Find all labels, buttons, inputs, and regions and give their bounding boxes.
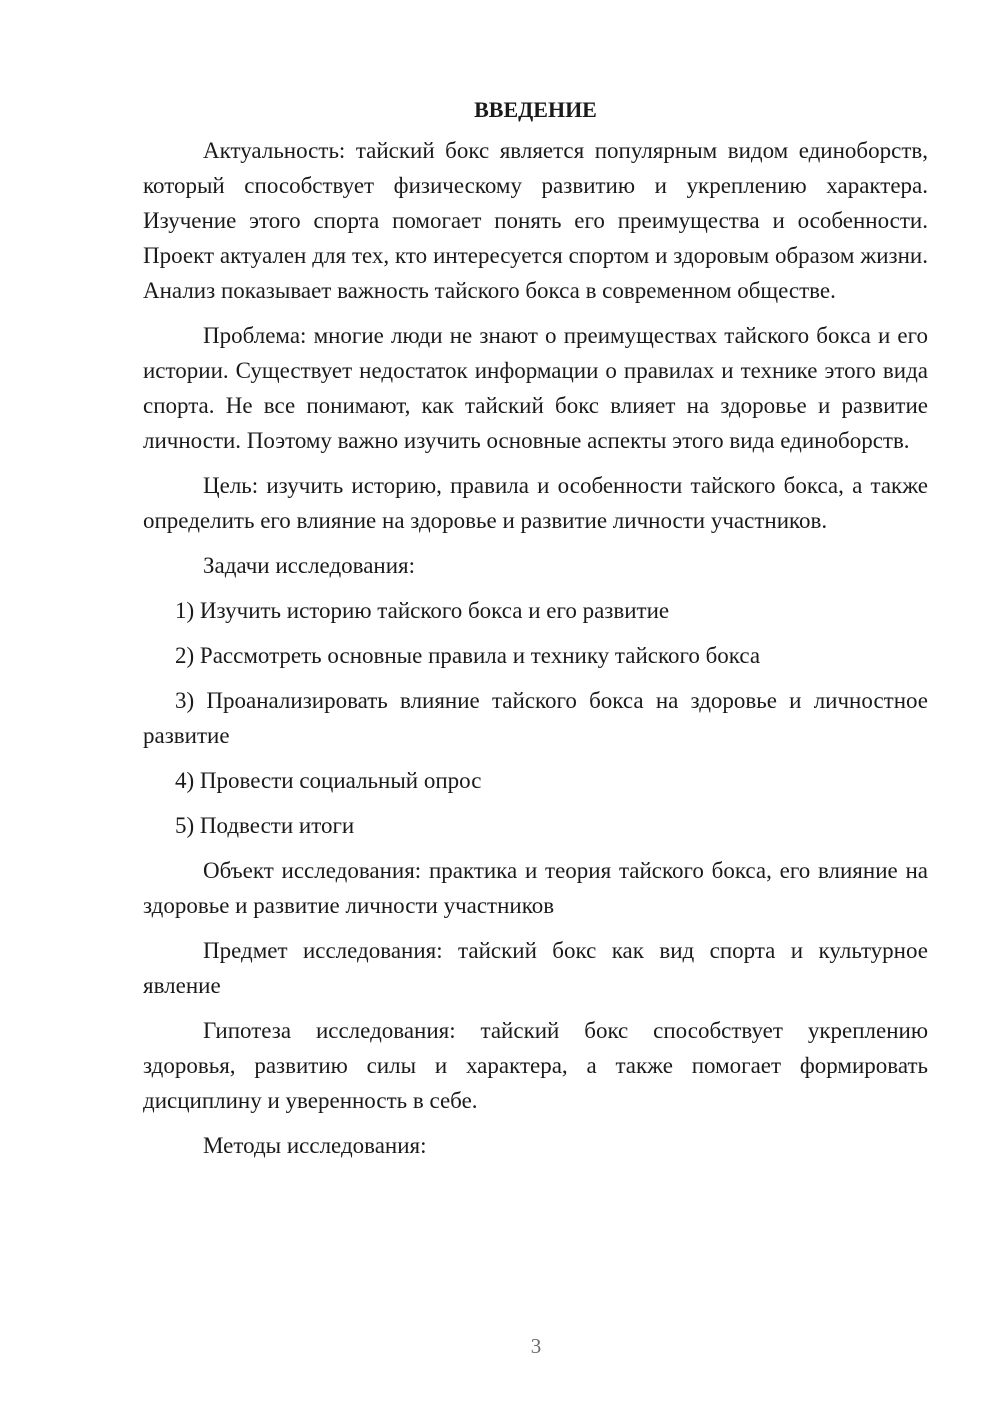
page-number: 3 [530,1334,542,1358]
document-body [143,92,928,1173]
tasks-heading: Задачи исследования: [203,553,416,578]
task-item-5: 5) Подвести итоги [175,813,355,838]
subject-paragraph: Предмет исследования: тайский бокс как вид спорта и культурное явление [143,938,928,998]
object-paragraph: Объект исследования: практика и теория тайского бокса, его влияние на здоровье и развитие личности участников [143,858,928,918]
task-item-4: 4) Провести социальный опрос [175,768,482,793]
task-item-1: 1) Изучить историю тайского бокса и его развитие [175,598,670,623]
methods-heading: Методы исследования: [203,1133,427,1158]
hypothesis-paragraph: Гипотеза исследования: тайский бокс способствует укреплению здоровья, развитию силы и характера, а также помогает формировать дисциплину и уверенность в себе. [143,1018,928,1113]
task-item-2: 2) Рассмотреть основные правила и технику тайского бокса [175,643,761,668]
task-item-3: 3) Проанализировать влияние тайского бокса на здоровье и личностное развитие [143,688,928,748]
problem-paragraph: Проблема: многие люди не знают о преимуществах тайского бокса и его истории. Существует недостаток информации о правилах и технике этого вида спорта. Не все понимают, как тайский бокс влияет на здоровье и развитие личности. Поэтому важно изучить основные аспекты этого вида единоборств. [143,323,928,453]
goal-paragraph: Цель: изучить историю, правила и особенности тайского бокса, а также определить его влияние на здоровье и развитие личности участников. [143,473,928,533]
relevance-paragraph: Актуальность: тайский бокс является популярным видом единоборств, который способствует физическому развитию и укреплению характера. Изучение этого спорта помогает понять его преимущества и особенности. Проект актуален для тех, кто интересуется спортом и здоровым образом жизни. Анализ показывает важность тайского бокса в современном обществе. [143,138,928,303]
section-title: ВВЕДЕНИЕ [474,97,597,122]
